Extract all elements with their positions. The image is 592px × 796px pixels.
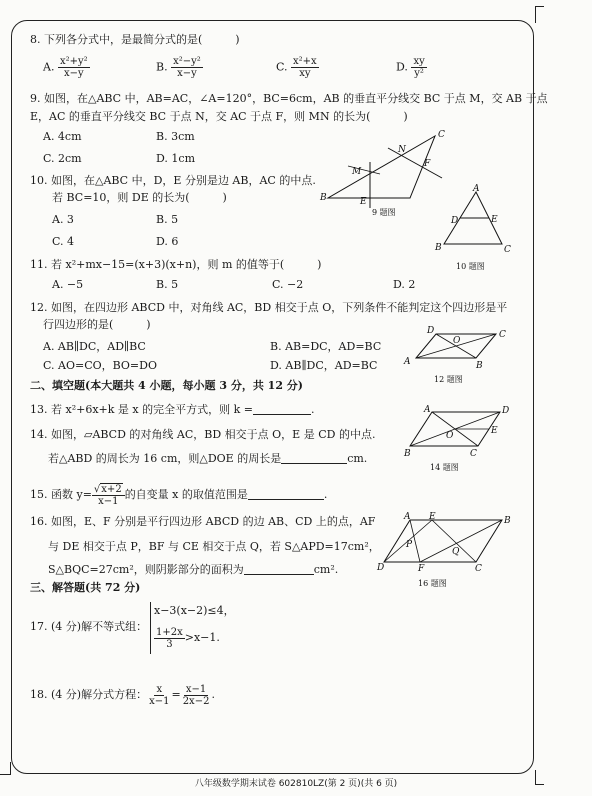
fig10-label-b: B [435,243,442,253]
q12-line2: 行四边形的是( ) [43,318,151,331]
fig10-label-e: E [491,215,498,225]
q16-line2: 与 DE 相交于点 P，BF 与 CE 相交于点 Q，若 S△APD=17cm²， [48,540,380,553]
q11-option-a: A. −5 [52,278,84,291]
q10-option-d: D. 6 [156,235,179,248]
q9-option-c: C. 2cm [43,152,82,165]
fig16-label-p: P [406,540,413,550]
q14-answer-blank[interactable] [281,463,347,464]
q11-option-c: C. −2 [272,278,304,291]
fig10-label-a: A [473,184,480,194]
q15-text: 15. 函数 y= $\frac{√x+2}{x-1}$ 的自变量 x 的取值范围是 . [30,484,328,507]
q16-line3: S△BQC=27cm²，则阴影部分的面积为 cm². [48,563,339,576]
fig16-label-b: B [504,516,511,526]
fig14-label-a: A [424,405,431,415]
fig14-label-b: B [404,449,411,459]
q9-option-d: D. 1cm [156,152,196,165]
fig16-label-f: F [418,564,425,574]
q11-option-b: B. 5 [156,278,179,291]
fig10-label-d: D [451,216,459,226]
q13-answer-blank[interactable] [253,414,311,415]
q12-option-c: C. AO=CO，BO=DO [43,359,157,372]
q10-option-b: B. 5 [156,213,179,226]
crop-mark-top-right [535,6,544,23]
fig16-line-bf [420,520,502,562]
q9-line1: 9. 如图，在△ABC 中，AB=AC，∠A=120°，BC=6cm，AB 的垂直平分线交 BC 于点 M，交 AB 于点 [30,92,548,105]
q8-option-b: B. $\frac{\text{x²−y²}}{x-y}$ [156,56,201,79]
q14-line2: 若△ABD 的周长为 16 cm，则△DOE 的周长是 cm. [48,452,368,465]
figure-q14 [400,400,510,476]
q17-inequality-2: $\frac{1+2x}{3}$ >x−1. [156,626,220,650]
fig10-label-c: C [504,245,511,255]
q11-stem: 11. 若 x²+mx−15=(x+3)(x+n)，则 m 的值等于( ) [30,258,322,271]
page-footer: 八年级数学期末试卷 602810LZ(第 2 页)(共 6 页) [194,779,398,789]
q9-line2: E，AC 的垂直平分线交 BC 于点 N，交 AC 于点 F，则 MN 的长为( ) [30,110,408,123]
q12-option-d: D. AB∥DC，AD=BC [270,359,378,372]
fig9-label-e: E [360,197,367,207]
fig12-label-c: C [499,330,506,340]
q14-line1: 14. 如图，▱ABCD 的对角线 AC，BD 相交于点 O，E 是 CD 的中点. [30,428,376,441]
q8-option-c: C. $\frac{\text{x²+x}}{xy}$ [276,56,317,79]
q9-option-a: A. 4cm [43,130,82,143]
fig9-triangle [328,136,435,198]
fig9-label-c: C [438,130,445,140]
q13-text: 13. 若 x²+6x+k 是 x 的完全平方式，则 k = . [30,403,315,416]
q11-option-d: D. 2 [393,278,416,291]
fig14-label-o: O [446,431,454,441]
fig14-label-c: C [470,449,477,459]
figure-q9 [318,128,448,220]
q15-fraction: $\frac{√x+2}{x-1}$ [92,483,125,507]
q8-b-fraction: $\frac{\text{x²−y²}}{x-y}$ [173,56,201,79]
q9-option-b: B. 3cm [156,130,195,143]
q18-text: 18. (4 分)解分式方程： $\frac{x}{x-1}$ = $\frac{x-1}{2x-2}$ . [30,683,215,707]
q8-option-d: D. $\frac{xy}{\text{y²}}$ [396,56,425,79]
fig9-label-b: B [320,193,327,203]
q15-answer-blank[interactable] [248,499,324,500]
fig16-caption: 16 题图 [418,579,447,588]
q17-fraction: $\frac{1+2x}{3}$ [156,626,183,650]
fig16-label-q: Q [452,547,460,557]
figure-q16 [376,510,518,590]
figure-q12 [400,322,515,386]
fig9-label-m: M [352,167,362,177]
q8-a-fraction: $\frac{\text{x²+y²}}{x-y}$ [59,56,88,79]
q17-system-brace [150,602,151,654]
q12-line1: 12. 如图，在四边形 ABCD 中，对角线 AC，BD 相交于点 O，下列条件不能判定这个四边形是平 [30,301,508,314]
crop-mark-bottom-left [0,762,11,775]
q10-option-a: A. 3 [52,213,74,226]
q10-line2: 若 BC=10，则 DE 的长为( ) [52,191,227,204]
q16-answer-blank[interactable] [244,574,314,575]
fig14-caption: 14 题图 [430,463,459,472]
fig12-label-o: O [453,336,461,346]
q18-left-fraction: $\frac{x}{x-1}$ [149,683,170,707]
fig14-label-e: E [491,426,498,436]
q8-stem: 8. 下列各分式中，是最简分式的是( ) [30,33,240,46]
fig12-caption: 12 题图 [434,375,463,384]
fig9-caption: 9 题图 [372,208,396,217]
q10-line1: 10. 如图，在△ABC 中，D，E 分别是边 AB，AC 的中点. [30,174,316,187]
section2-heading: 二、填空题(本大题共 4 小题，每小题 3 分，共 12 分) [30,379,304,392]
q16-line1: 16. 如图，E、F 分别是平行四边形 ABCD 的边 AB、CD 上的点，AF [30,515,376,528]
fig14-label-d: D [502,406,510,416]
q8-c-fraction: $\frac{\text{x²+x}}{xy}$ [293,56,317,79]
fig9-label-n: N [398,145,406,155]
fig12-label-b: B [476,361,483,371]
q8-d-fraction: $\frac{xy}{\text{y²}}$ [413,56,425,79]
q17-label: 17. (4 分)解不等式组： [30,620,148,633]
fig9-bisector-ac [388,148,442,178]
fig16-label-a: A [404,512,411,522]
q17-inequality-1: x−3(x−2)≤4， [154,604,235,617]
q18-right-fraction: $\frac{x-1}{2x-2}$ [182,683,210,707]
q8-option-a: A. $\frac{\text{x²+y²}}{x-y}$ [43,56,88,79]
figure-q10 [432,182,522,274]
fig12-label-a: A [404,357,411,367]
fig16-label-c: C [475,564,482,574]
section3-heading: 三、解答题(共 72 分) [30,581,141,594]
q12-option-b: B. AB=DC，AD=BC [270,340,382,353]
q12-option-a: A. AB∥DC，AD∥BC [43,340,146,353]
fig10-caption: 10 题图 [456,262,485,271]
fig9-label-f: F [424,159,431,169]
q10-option-c: C. 4 [52,235,75,248]
fig12-label-d: D [427,326,435,336]
page-frame [11,20,534,774]
fig16-parallelogram [384,520,502,562]
fig16-label-e: E [429,512,436,522]
fig16-label-d: D [377,563,385,573]
